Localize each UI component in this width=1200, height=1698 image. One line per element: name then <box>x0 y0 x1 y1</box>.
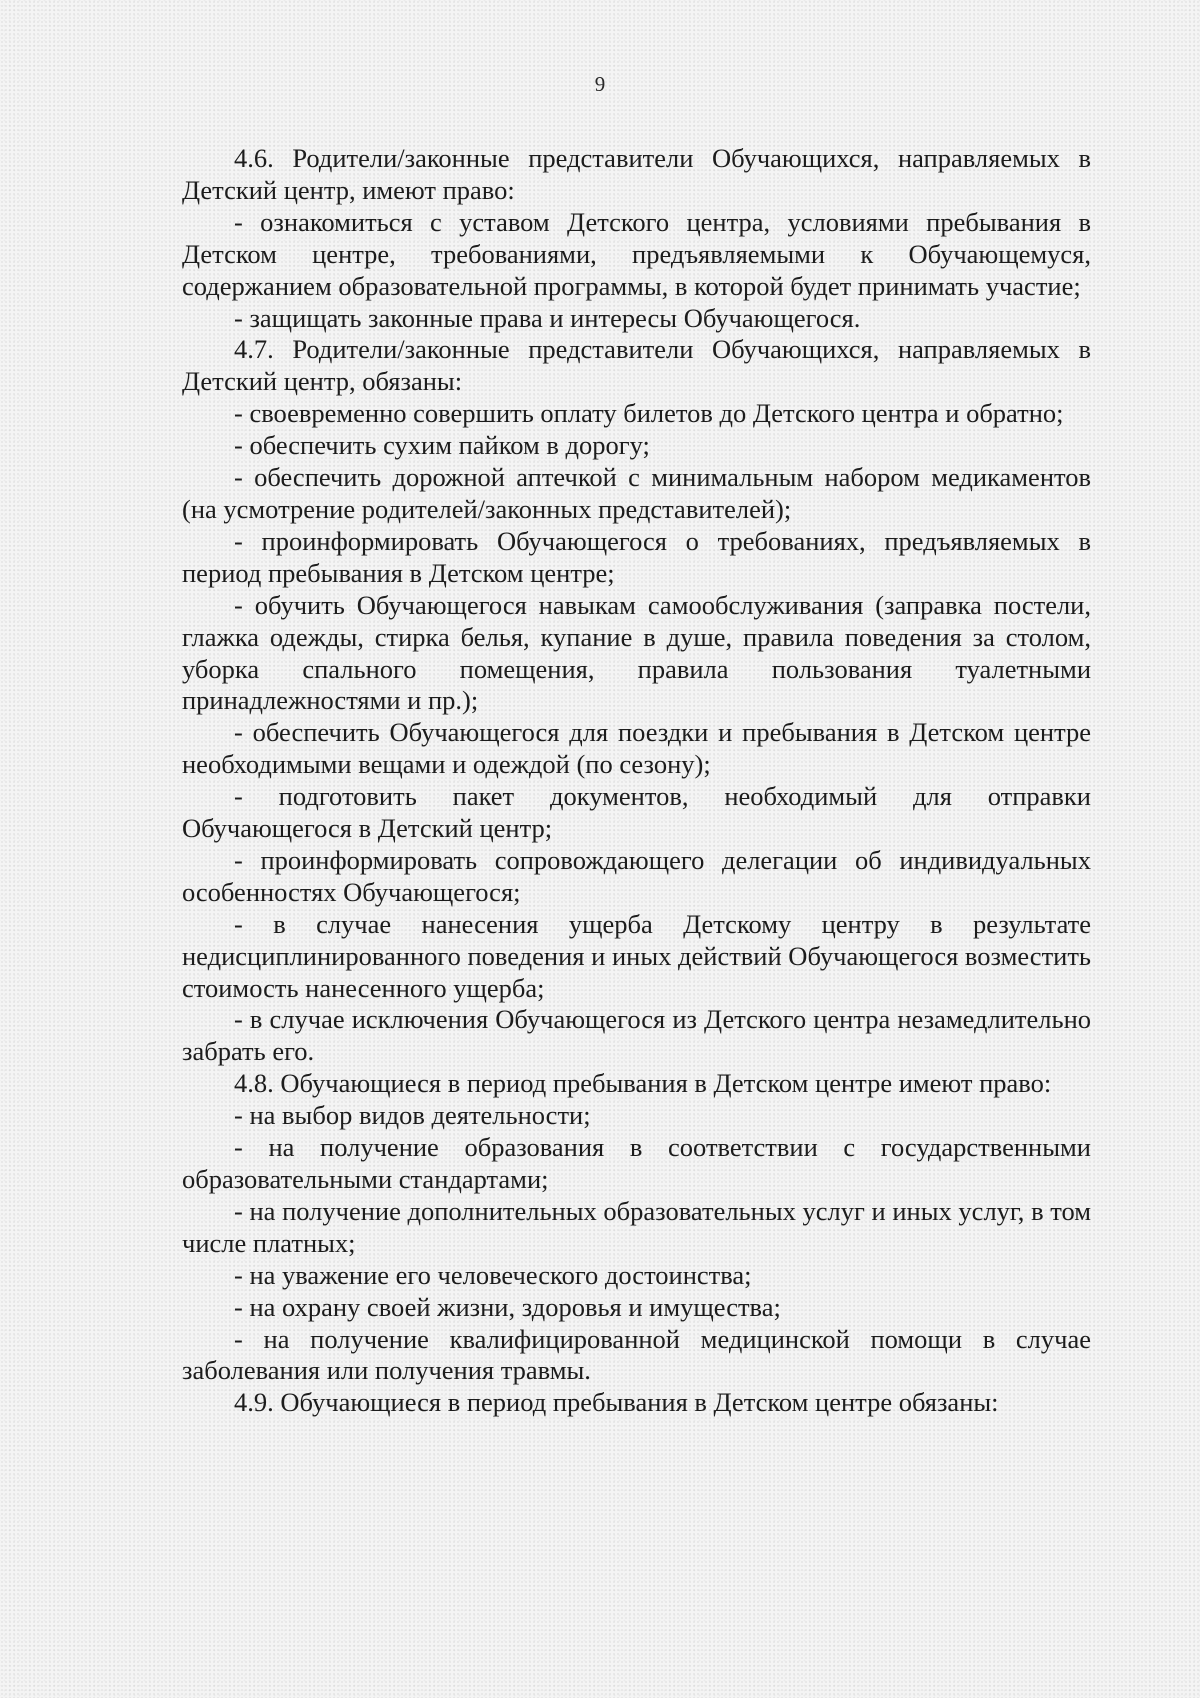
list-item: - на получение образования в соответствии с государственными образовательными стандартами; <box>182 1132 1091 1194</box>
list-item: - в случае нанесения ущерба Детскому центру в результате недисциплинированного поведения и иных действий Обучающегося возместить стоимость нанесенного ущерба; <box>182 908 1091 1003</box>
list-item: - в случае исключения Обучающегося из Детского центра незамедлительно забрать его. <box>182 1004 1091 1067</box>
list-item: - своевременно совершить оплату билетов до Детского центра и обратно; <box>234 398 1064 429</box>
paragraph-4-9: 4.9. Обучающиеся в период пребывания в Детском центре обязаны: <box>234 1387 999 1418</box>
list-item: - на получение квалифицированной медицинской помощи в случае заболевания или получения травмы. <box>182 1323 1091 1386</box>
list-item: - ознакомиться с уставом Детского центра, условиями пребывания в Детском центре, требованиями, предъявляемыми к Обучающемуся, содержанием образовательной программы, в которой будет принимать участие; <box>182 206 1091 301</box>
list-item: - обеспечить Обучающегося для поездки и пребывания в Детском центре необходимыми вещами и одеждой (по сезону); <box>182 717 1091 780</box>
page-number: 9 <box>594 72 606 96</box>
paragraph-4-6: 4.6. Родители/законные представители Обучающихся, направляемых в Детский центр, имеют право: <box>182 143 1091 205</box>
list-item: - проинформировать сопровождающего делегации об индивидуальных особенностях Обучающегося; <box>182 844 1091 907</box>
list-item: - подготовить пакет документов, необходимый для отправки Обучающегося в Детский центр; <box>182 781 1091 844</box>
list-item: - на получение дополнительных образовательных услуг и иных услуг, в том числе платных; <box>182 1195 1091 1258</box>
list-item: - на выбор видов деятельности; <box>234 1100 591 1131</box>
list-item: - на охрану своей жизни, здоровья и имущества; <box>234 1291 781 1322</box>
paragraph-4-7: 4.7. Родители/законные представители Обучающихся, направляемых в Детский центр, обязаны: <box>182 334 1091 397</box>
paragraph-4-8: 4.8. Обучающиеся в период пребывания в Детском центре имеют право: <box>234 1068 1052 1099</box>
list-item: - защищать законные права и интересы Обучающегося. <box>234 302 861 333</box>
list-item: - на уважение его человеческого достоинства; <box>234 1259 752 1290</box>
list-item: - проинформировать Обучающегося о требованиях, предъявляемых в период пребывания в Детском центре; <box>182 525 1091 588</box>
list-item: - обучить Обучающегося навыкам самообслуживания (заправка постели, глажка одежды, стирка белья, купание в душе, правила поведения за столом, уборка спального помещения, правила пользования туалетными принадлежностями и пр.); <box>182 589 1091 716</box>
list-item: - обеспечить дорожной аптечкой с минимальным набором медикаментов (на усмотрение родителей/законных представителей); <box>182 462 1091 524</box>
list-item: - обеспечить сухим пайком в дорогу; <box>234 430 650 461</box>
document-body <box>182 143 1091 1419</box>
